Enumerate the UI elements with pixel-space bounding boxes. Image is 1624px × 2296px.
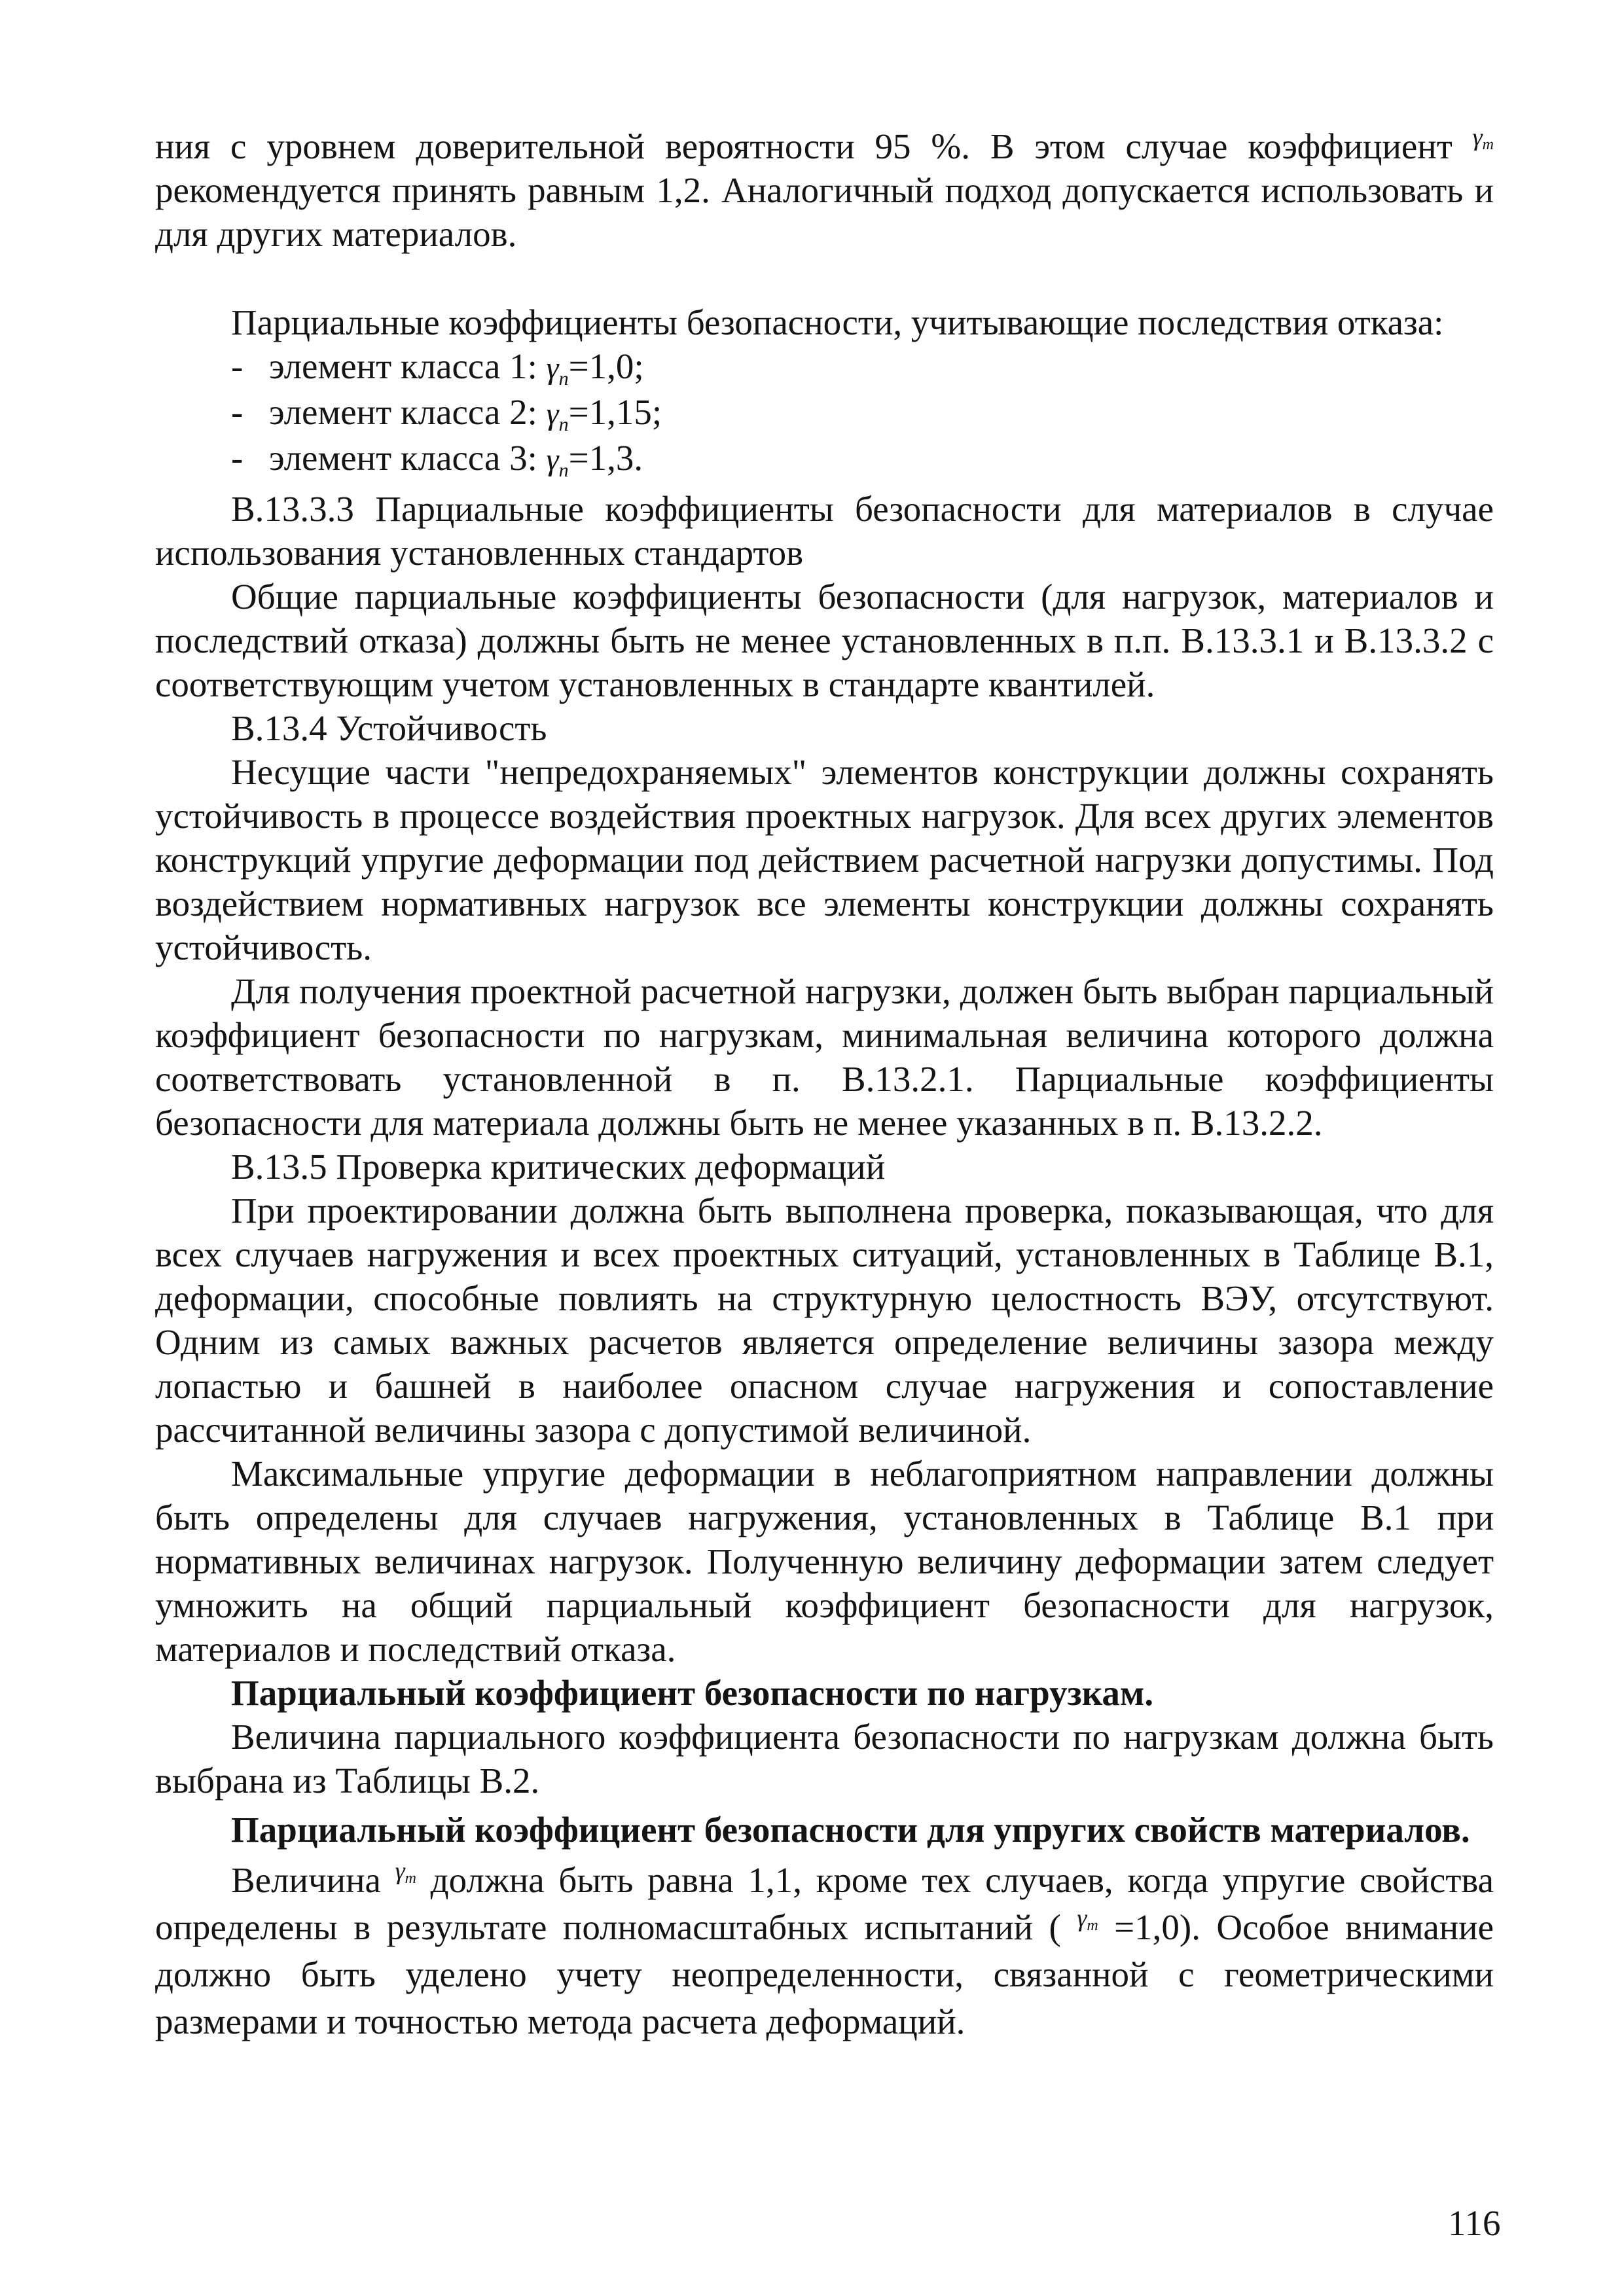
gamma-m-symbol: γm bbox=[395, 1857, 416, 1887]
gamma-n-symbol: $\gamma_n$ bbox=[546, 442, 569, 481]
section-body-b13-5-2: Максимальные упругие деформации в неблагоприятном направлении должны быть определены для случаев нагружения, установленных в Таблице В.1 при нормативных величинах нагрузок. Полученную величину деформации затем следует умножить на общий парциальный коэффициент безопасности для нагрузок, материалов и последствий отказа. bbox=[155, 1454, 1494, 1669]
section-body-b13-4-2: Для получения проектной расчетной нагрузки, должен быть выбран парциальный коэффициент безопасности по нагрузкам, минимальная величина которого должна соответствовать установленной в п. В.13.2.1. Парциальные коэффициенты безопасности для материала должны быть не менее указанных в п. В.13.2.2. bbox=[155, 971, 1494, 1143]
list-item: - элемент класса 3: $\gamma_n=1,3$. bbox=[231, 438, 643, 481]
section-heading-b13-4: В.13.4 Устойчивость bbox=[231, 708, 547, 748]
gamma-n-symbol: $\gamma_n$ bbox=[546, 397, 569, 435]
section-body-b13-5-1: При проектировании должна быть выполнена проверка, показывающая, что для всех случаев нагружения и всех проектных ситуаций, установленных в Таблице В.1, деформации, способные повлиять на структурную целостность ВЭУ, отсутствуют. Одним из самых важных расчетов является определение величины зазора между лопастью и башней в наиболее опасном случае нагружения и сопоставление рассчитанной величины зазора с допустимой величиной. bbox=[155, 1191, 1494, 1450]
paragraph-intro-tail: рекомендуется принять равным 1,2. Аналогичный подход допускается использовать и для других материалов. bbox=[155, 170, 1494, 254]
gamma-m-symbol: γm bbox=[1472, 124, 1494, 153]
paragraph-load-factor: Величина парциального коэффициента безопасности по нагрузкам должна быть выбрана из Таблицы В.2. bbox=[155, 1717, 1494, 1801]
gamma-n-symbol: $\gamma_n$ bbox=[546, 351, 569, 389]
paragraph-intro bbox=[155, 124, 1494, 256]
page-number: 116 bbox=[1448, 2203, 1501, 2243]
section-heading-b13-5: В.13.5 Проверка критических деформаций bbox=[231, 1147, 886, 1187]
paragraph-intro-text: ния с уровнем доверительной вероятности 95 %. В этом случае коэффициент bbox=[155, 126, 1453, 166]
list-item: - элемент класса 1: $\gamma_n=1,0$; bbox=[231, 346, 644, 389]
list-item: - элемент класса 2: $\gamma_n=1,15$; bbox=[231, 392, 662, 435]
section-heading-b13-3-3: В.13.3.3 Парциальные коэффициенты безопасности для материалов в случае использования установленных стандартов bbox=[155, 489, 1494, 573]
paragraph-consequences: Парциальные коэффициенты безопасности, учитывающие последствия отказа: bbox=[231, 302, 1444, 342]
paragraph-material-factor: Величина $^{\gamma_m}$ должна быть равна 1,1, кроме тех случаев, когда упругие свойства определены в результате полномасштабных испытаний ( $^{\gamma_m}$ =1,0). Особое внимание должно быть уделено учету неопределенности, связанной с геометрическими размерами и точностью метода расчета деформаций. bbox=[155, 1857, 1494, 2041]
section-body-b13-3-3: Общие парциальные коэффициенты безопасности (для нагрузок, материалов и последствий отказа) должны быть не менее установленных в п.п. В.13.3.1 и В.13.3.2 с соответствующим учетом установленных в стандарте квантилей. bbox=[155, 577, 1494, 704]
section-body-b13-4-1: Несущие части "непредохраняемых" элементов конструкции должны сохранять устойчивость в процессе воздействия проектных нагрузок. Для всех других элементов конструкций упругие деформации под действием расчетной нагрузки допустимы. Под воздействием нормативных нагрузок все элементы конструкции должны сохранять устойчивость. bbox=[155, 752, 1494, 967]
gamma-m-symbol: γm bbox=[1077, 1905, 1098, 1934]
bold-heading-material-factor: Парциальный коэффициент безопасности для упругих свойств материалов. bbox=[231, 1810, 1470, 1850]
document-page bbox=[155, 124, 1494, 2045]
bold-heading-load-factor: Парциальный коэффициент безопасности по нагрузкам. bbox=[231, 1673, 1154, 1713]
